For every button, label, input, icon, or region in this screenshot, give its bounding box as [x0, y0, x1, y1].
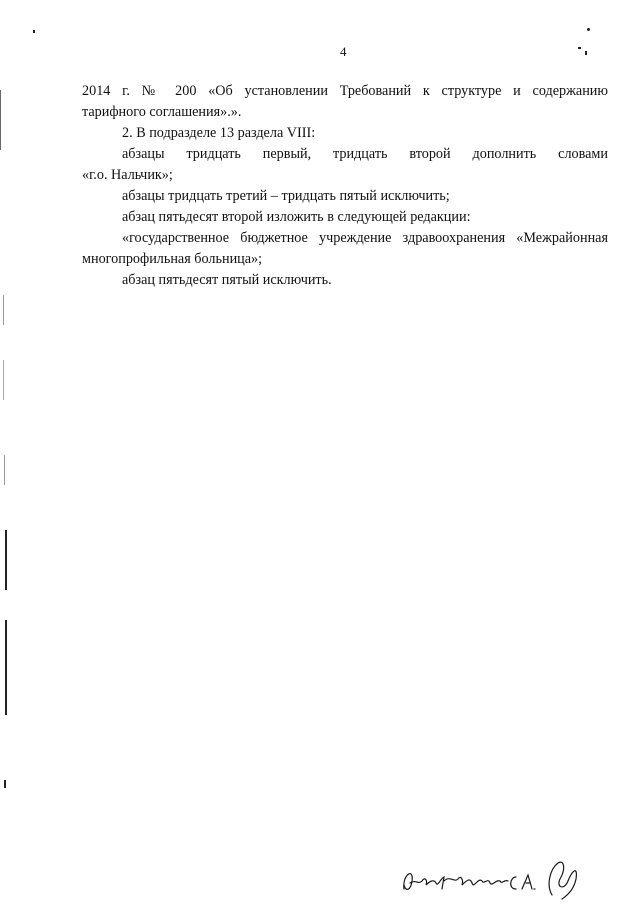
- paragraph-continuation: 2014 г. № 200 «Об установлении Требований к структуре и содержанию: [82, 83, 608, 99]
- page-number: 4: [340, 44, 347, 59]
- paragraph-amendment-1-end: «г.о. Нальчик»;: [82, 167, 173, 183]
- paragraph-amendment-3: абзац пятьдесят второй изложить в следующей редакции:: [122, 209, 471, 225]
- scan-mark-top-right: [587, 28, 590, 31]
- scan-mark-left-4: [5, 530, 7, 590]
- scan-mark-left-3: [4, 455, 5, 485]
- signature-stroke-mark: [549, 862, 576, 899]
- scan-mark-left-5: [5, 620, 7, 715]
- paragraph-amendment-2: абзацы тридцать третий – тридцать пятый исключить;: [122, 188, 450, 204]
- scan-mark-left-1: [3, 295, 4, 325]
- paragraph-amendment-4: абзац пятьдесят пятый исключить.: [122, 272, 332, 288]
- scan-mark-top-left: [33, 30, 35, 33]
- signature: [396, 855, 586, 901]
- signature-stroke-surname: [404, 874, 508, 890]
- scan-mark-top-right-3: [585, 51, 587, 55]
- scan-mark-left-edge: [0, 90, 1, 150]
- paragraph-amendment-1: абзацы тридцать первый, тридцать второй дополнить словами: [122, 146, 608, 162]
- paragraph-continuation-end: тарифного соглашения».».: [82, 104, 242, 120]
- signature-stroke-initials: [511, 875, 535, 889]
- paragraph-quote-end: многопрофильная больница»;: [82, 251, 263, 267]
- scan-mark-left-6: [4, 780, 6, 788]
- item-2-heading: 2. В подразделе 13 раздела VIII:: [122, 125, 316, 141]
- document-body: [82, 81, 608, 291]
- scan-mark-top-right-2: [578, 47, 581, 49]
- paragraph-quote: «государственное бюджетное учреждение здравоохранения «Межрайонная: [122, 230, 608, 246]
- scan-mark-left-2: [3, 360, 4, 400]
